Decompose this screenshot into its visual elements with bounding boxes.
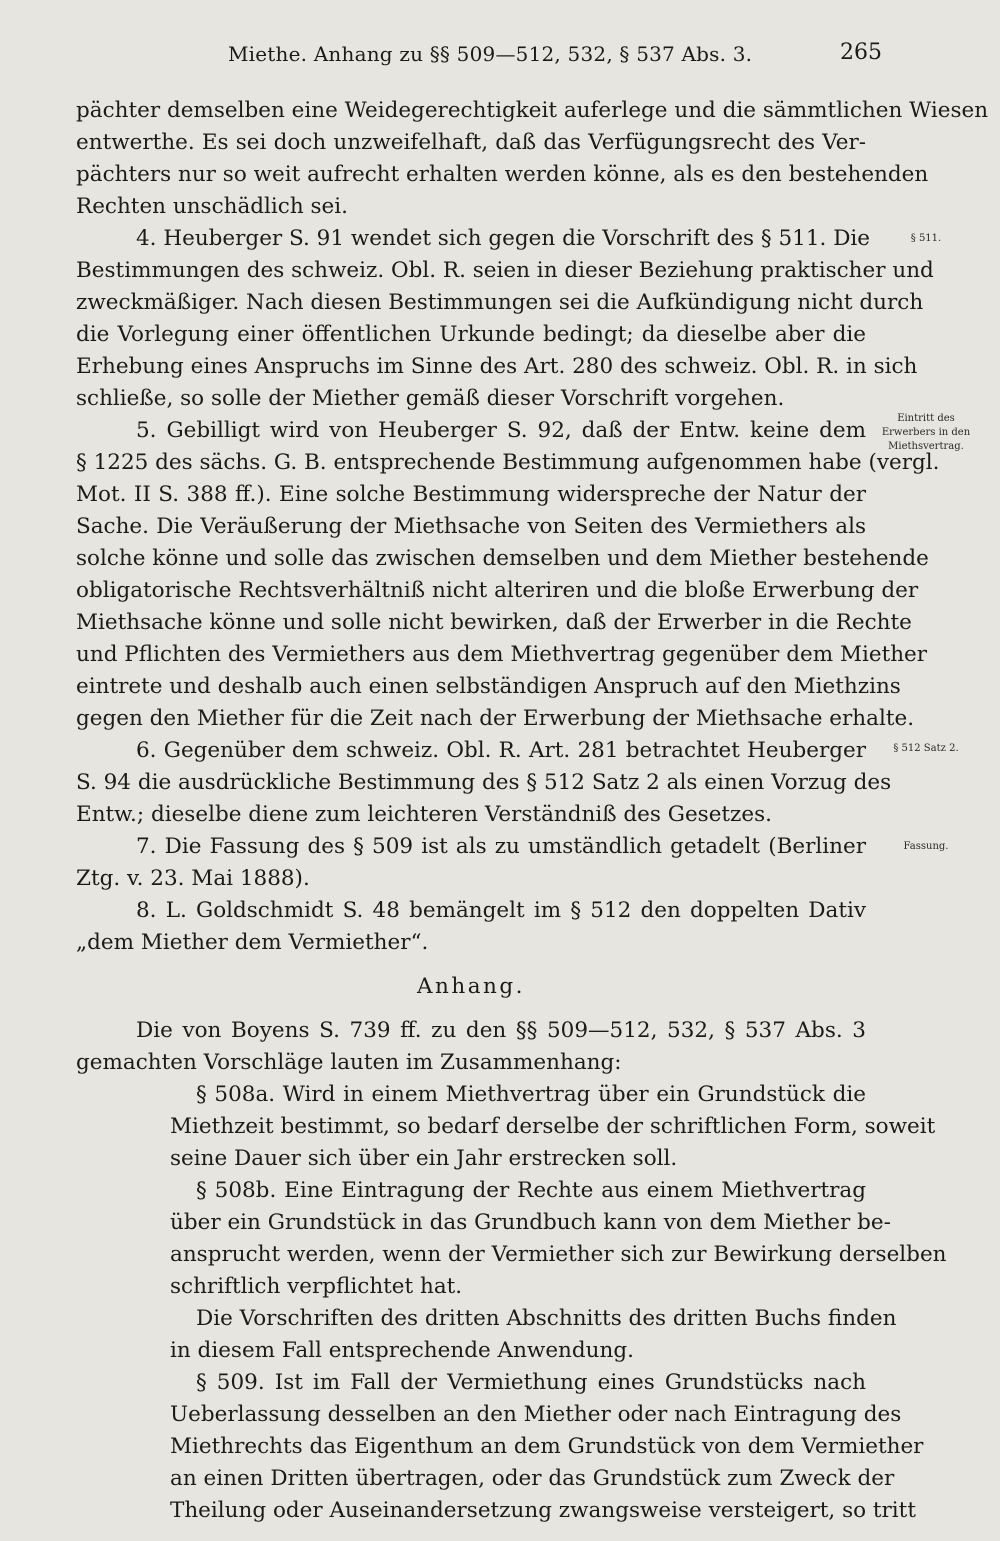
text-line: S. 94 die ausdrückliche Bestimmung des § 512 Satz 2 als einen Vorzug des [76, 770, 892, 795]
text-line: § 1225 des sächs. G. B. entsprechende Bestimmung aufgenommen habe (vergl. [76, 450, 940, 475]
text-line: Die Vorschriften des dritten Abschnitts des dritten Buchs finden [196, 1306, 897, 1331]
text-line: pächter demselben eine Weidegerechtigkeit auferlege und die sämmtlichen Wiesen [76, 98, 989, 123]
running-head-title: Miethe. Anhang zu §§ 509—512, 532, § 537 Abs. 3. [228, 42, 753, 66]
text-line: Ztg. v. 23. Mai 1888). [76, 866, 310, 891]
text-line: Miethzeit bestimmt, so bedarf derselbe der schriftlichen Form, soweit [170, 1114, 936, 1139]
text-line: und Pflichten des Vermiethers aus dem Miethvertrag gegenüber dem Miether [76, 642, 928, 667]
text-line: entwerthe. Es sei doch unzweifelhaft, daß das Verfügungsrecht des Ver- [76, 130, 866, 155]
text-line: § 509. Ist im Fall der Vermiethung eines Grundstücks nach [196, 1370, 866, 1395]
text-line: Sache. Die Veräußerung der Miethsache von Seiten des Vermiethers als [76, 514, 866, 539]
text-line: 7. Die Fassung des § 509 ist als zu umständlich getadelt (Berliner [136, 834, 866, 859]
text-line: 8. L. Goldschmidt S. 48 bemängelt im § 512 den doppelten Dativ [136, 898, 866, 923]
text-line: gemachten Vorschläge lauten im Zusammenhang: [76, 1050, 622, 1075]
text-line: 6. Gegenüber dem schweiz. Obl. R. Art. 281 betrachtet Heuberger [136, 738, 866, 763]
text-line: die Vorlegung einer öffentlichen Urkunde bedingt; da dieselbe aber die [76, 322, 866, 347]
text-line: ansprucht werden, wenn der Vermiether sich zur Bewirkung derselben [170, 1242, 947, 1267]
running-head [0, 38, 1000, 78]
text-line: eintrete und deshalb auch einen selbständigen Anspruch auf den Miethzins [76, 674, 901, 699]
text-line: an einen Dritten übertragen, oder das Grundstück zum Zweck der [170, 1466, 895, 1491]
text-line: § 508a. Wird in einem Miethvertrag über ein Grundstück die [196, 1082, 866, 1107]
text-line: 4. Heuberger S. 91 wendet sich gegen die Vorschrift des § 511. Die [136, 226, 871, 251]
text-line: seine Dauer sich über ein Jahr erstrecken soll. [170, 1146, 678, 1171]
text-line: Bestimmungen des schweiz. Obl. R. seien in dieser Beziehung praktischer und [76, 258, 934, 283]
text-line: gegen den Miether für die Zeit nach der Erwerbung der Miethsache erhalte. [76, 706, 915, 731]
text-line: Die von Boyens S. 739 ff. zu den §§ 509—512, 532, § 537 Abs. 3 [136, 1018, 866, 1043]
text-line: zweckmäßiger. Nach diesen Bestimmungen sei die Aufkündigung nicht durch [76, 290, 924, 315]
margin-note: Fassung. [903, 841, 949, 852]
text-line: obligatorische Rechtsverhältniß nicht alteriren und die bloße Erwerbung der [76, 578, 919, 603]
text-line: § 508b. Eine Eintragung der Rechte aus einem Miethvertrag [196, 1178, 866, 1203]
text-line: Ueberlassung desselben an den Miether oder nach Eintragung des [170, 1402, 902, 1427]
text-line: solche könne und solle das zwischen demselben und dem Miether bestehende [76, 546, 929, 571]
text-line: Entw.; dieselbe diene zum leichteren Verständniß des Gesetzes. [76, 802, 772, 827]
text-line: pächters nur so weit aufrecht erhalten werden könne, als es den bestehenden [76, 162, 929, 187]
text-line: schließe, so solle der Miether gemäß dieser Vorschrift vorgehen. [76, 386, 785, 411]
text-line: 5. Gebilligt wird von Heuberger S. 92, daß der Entw. keine dem [136, 418, 866, 443]
text-line: Mot. II S. 388 ff.). Eine solche Bestimmung widerspreche der Natur der [76, 482, 866, 507]
text-line: über ein Grundstück in das Grundbuch kann von dem Miether be- [170, 1210, 891, 1235]
section-heading: Anhang. [417, 974, 525, 999]
text-line: Erhebung eines Anspruchs im Sinne des Art. 280 des schweiz. Obl. R. in sich [76, 354, 918, 379]
text-line: Rechten unschädlich sei. [76, 194, 348, 219]
margin-note: § 511. [910, 233, 942, 244]
text-line: Miethrechts das Eigenthum an dem Grundstück von dem Vermiether [170, 1434, 924, 1459]
margin-note: Eintritt des Erwerbers in den Miethsvertrag. [881, 413, 971, 452]
page-number: 265 [840, 40, 882, 65]
text-line: in diesem Fall entsprechende Anwendung. [170, 1338, 634, 1363]
margin-note: § 512 Satz 2. [893, 743, 959, 754]
text-line: Miethsache könne und solle nicht bewirken, daß der Erwerber in die Rechte [76, 610, 912, 635]
text-line: „dem Miether dem Vermiether“. [76, 930, 429, 955]
text-line: schriftlich verpflichtet hat. [170, 1274, 463, 1299]
text-line: Theilung oder Auseinandersetzung zwangsweise versteigert, so tritt [170, 1498, 916, 1523]
